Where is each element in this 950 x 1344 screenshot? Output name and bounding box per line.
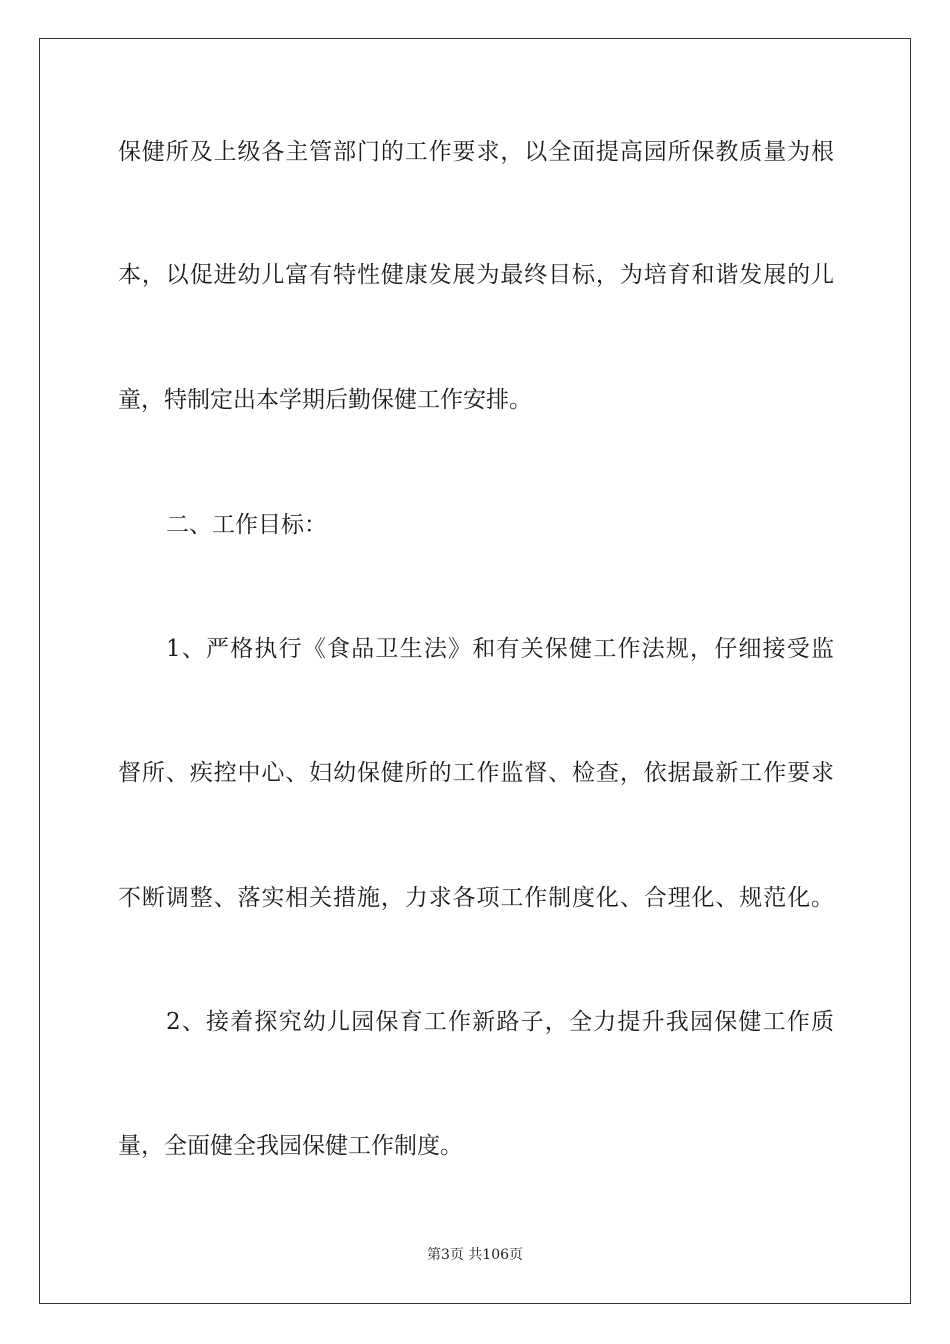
paragraph-line-1: 保健所及上级各主管部门的工作要求，以全面提高园所保教质量为根 (118, 139, 834, 165)
section-heading: 二、工作目标： (166, 512, 327, 538)
item-2-line-2: 量，全面健全我园保健工作制度。 (118, 1133, 463, 1159)
item-2-line-1: 2、接着探究幼儿园保育工作新路子，全力提升我园保健工作质 (166, 1009, 834, 1035)
paragraph-line-2: 本，以促进幼儿富有特性健康发展为最终目标，为培育和谐发展的儿 (118, 262, 834, 288)
paragraph-line-3: 童，特制定出本学期后勤保健工作安排。 (118, 387, 532, 413)
page-frame (39, 38, 911, 1304)
page-number: 第3页 共106页 (426, 1247, 524, 1263)
item-1-line-3: 不断调整、落实相关措施，力求各项工作制度化、合理化、规范化。 (118, 885, 834, 911)
item-1-line-2: 督所、疾控中心、妇幼保健所的工作监督、检查，依据最新工作要求 (118, 760, 834, 786)
item-1-line-1: 1、严格执行《食品卫生法》和有关保健工作法规，仔细接受监 (166, 636, 834, 662)
